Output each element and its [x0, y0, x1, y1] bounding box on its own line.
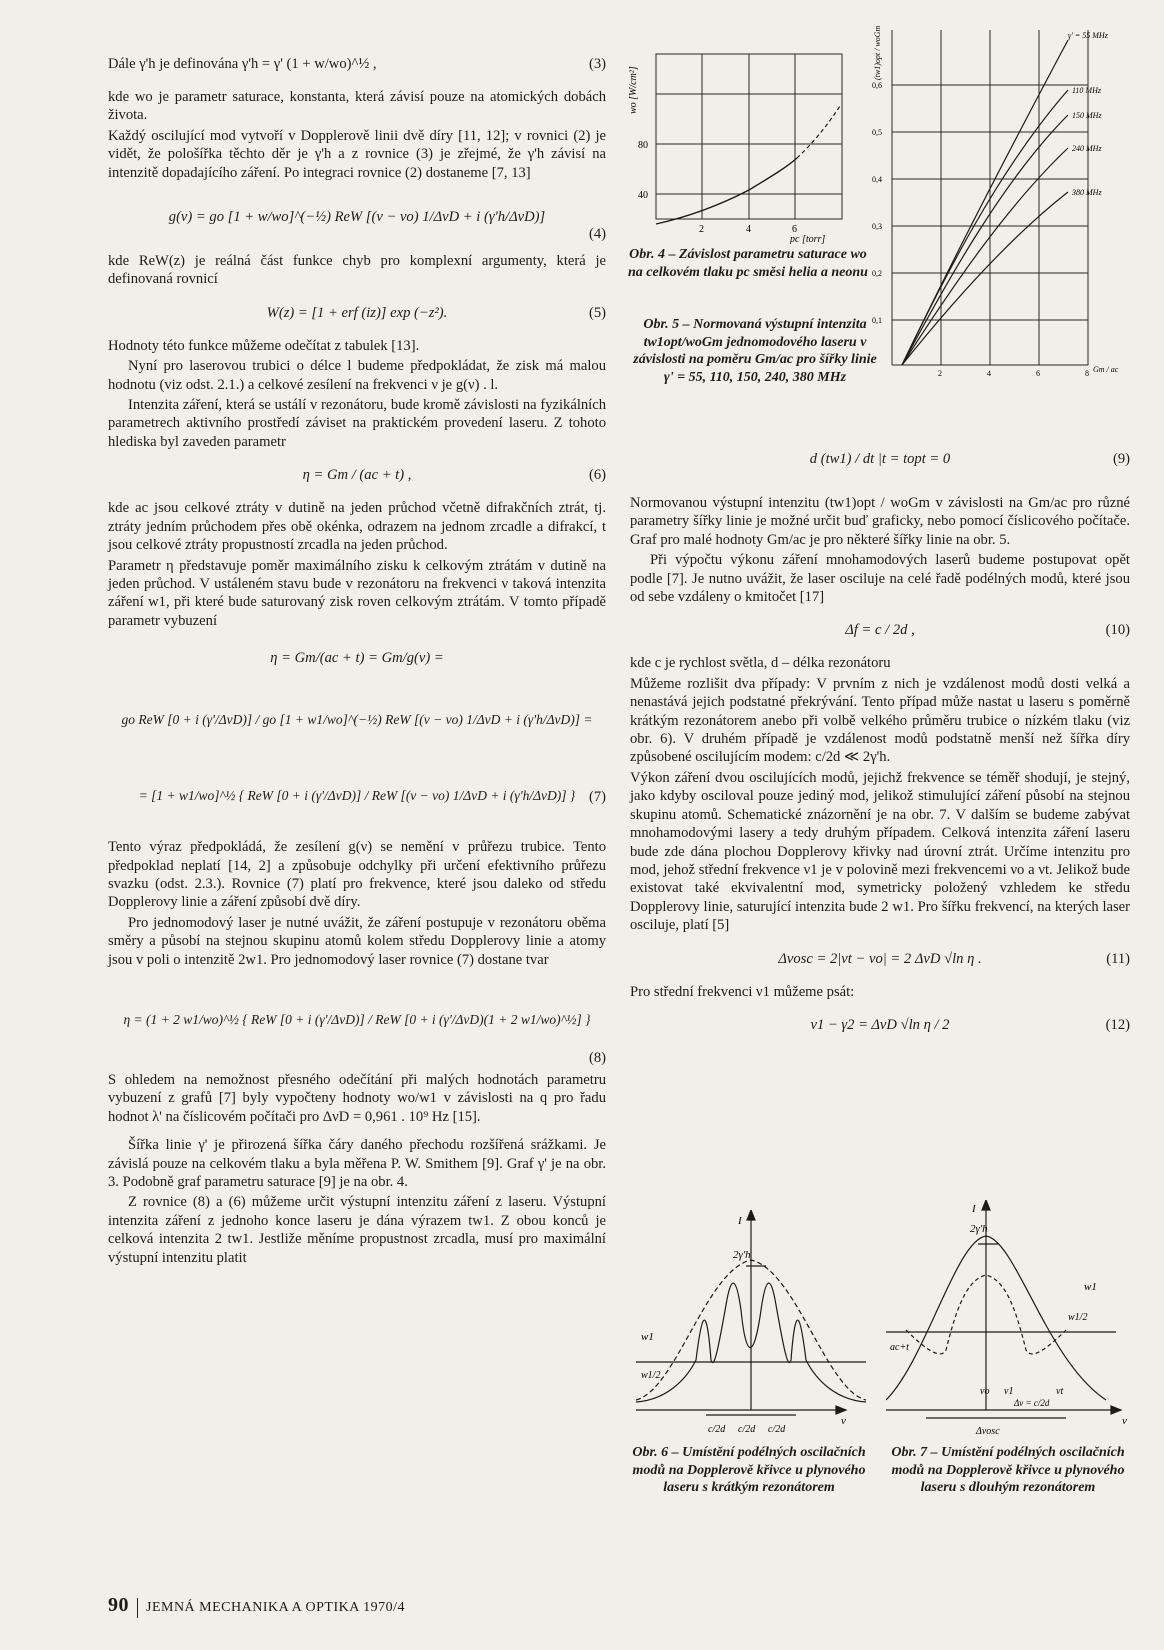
paragraph: Z rovnice (8) a (6) můžeme určit výstupní intenzitu záření z laseru. Výstupní intenzita záření z jednoho konce laseru je dána výrazem tw1. Z obou konců je celková intenzita 2 tw1. Jestliže měníme propustnost zrcadla, musí pro maximální výstupní intenzitu platit [108, 1194, 606, 1266]
paragraph: Výkon záření dvou oscilujících modů, jejichž frekvence se téměř shodují, je stejný, jako kdyby osciloval pouze jediný mod, jelikož stimulující záření působí na stejnou skupinu atomů. Schematické znázornění je na obr. 7. V dalším se budeme zabývat mnohamodovými lasery a tedy druhým případem. Celková intenzita záření laseru bude zde dána plochou Dopplerovy křivky nad úrovní ztrát. Určíme intenzitu pro mod, jehož střední frekvence ν1 je v polovině mezi frekvencemi νo a νt. Jelikož bude existovat také ekvivalentní mod, symetricky položený vzhledem ke středu Dopplerovy linie, saturující intenzita bude 2 w1. Pro šířku frekvencí, na kterých laser osciluje, platí [5] [630, 769, 1130, 934]
eq6-text: η = Gm / (ac + t) , [302, 467, 412, 484]
fig7-label: ac+t [890, 1342, 909, 1353]
paragraph: Můžeme rozlišit dva případy: V prvním z nich je vzdálenost modů dosti velká a nenastává jejich podstatné překrývání. Tento případ může nastat u laseru s poměrně krátkým rezonátorem anebo při volbě velkého průměru trubice o nízkém tlaku (viz obr. 6). V druhém případě je vzdálenost modů podstatně menší než šířka díry způsobené oscilujícím modem: c/2d ≪ 2γ'h. [630, 675, 1130, 766]
fig5-y-tick: 0,2 [872, 269, 882, 278]
paragraph: Tento výraz předpokládá, že zesílení g(ν) se nemění v průřezu trubice. Tento předpoklad neplatí [14, 2] a způsobuje odchylky při určení efektivního průřezu svazku (odst. 2.3.). Rovnice (7) platí pro frekvence, které jsou daleko od středu Dopplerovy linie a záření způsobí dvě díry. [108, 839, 606, 911]
journal-name: JEMNÁ MECHANIKA A OPTIKA 1970/4 [146, 1600, 405, 1615]
eq12-text: ν1 − γ2 = ΔνD √ln η / 2 [810, 1016, 950, 1033]
eq8-text: η = (1 + 2 w1/wo)^½ { ReW [0 + i (γ'/ΔνD)] / ReW [0 + i (γ'/ΔνD)(1 + 2 w1/wo)^½] } [123, 1011, 591, 1027]
paragraph: Šířka linie γ' je přirozená šířka čáry daného přechodu rozšířená srážkami. Je závislá pouze na celkovém tlaku a byla měřena P. W. Smithem [9]. Graf γ' je na obr. 3. Podobně graf parametru saturace [9] je na obr. 4. [108, 1137, 606, 1190]
page-number: 90 [108, 1594, 129, 1616]
figure-6-caption: Obr. 6 – Umístění podélných oscilačních modů na Dopplerově křivce u plynového laseru s krátkým rezonátorem [632, 1445, 866, 1495]
fig5-x-label: Gm / ac [1093, 365, 1119, 374]
paragraph: S ohledem na nemožnost přesného odečítání při malých hodnotách parametru vybuzení z grafů [7] byly vypočteny hodnoty wo/w1 v závislosti na q pro řadu hodnot λ' na číslicovém počítači pro ΔνD = 0,961 . 10⁹ Hz [15]. [108, 1071, 606, 1125]
fig5-grid [892, 30, 1088, 365]
equation-5 [108, 295, 606, 331]
fig5-curve-label: 240 MHz [1072, 144, 1102, 153]
paragraph: Při výpočtu výkonu záření mnohamodových laserů budeme postupovat opět podle [7]. Je nutno uvážit, že laser osciluje na celé řadě podélných modů, které jsou od sebe vzdáleny o kmitočet [17] [630, 552, 1130, 606]
figure-5-plot [868, 20, 1138, 380]
equation-10 [630, 612, 1130, 648]
fig5-x-tick: 4 [987, 369, 991, 378]
equation-11 [630, 941, 1130, 977]
figure-7-plot [886, 1200, 1136, 1440]
fig4-grid [656, 54, 842, 219]
fig7-label: νo [980, 1386, 990, 1397]
fig7-arrow-up [982, 1200, 990, 1210]
left-column [108, 40, 606, 1269]
fig5-y-tick: 0,5 [872, 128, 882, 137]
fig4-curve-dashed [797, 106, 840, 158]
fig6-label: w1 [641, 1331, 654, 1343]
fig5-y-tick: 0,4 [872, 175, 882, 184]
fig6-arrow-up [747, 1210, 755, 1220]
equation-12 [630, 1007, 1130, 1043]
fig7-label: w1/2 [1068, 1312, 1088, 1323]
fig7-label: Δν = c/2d [1014, 1398, 1050, 1408]
paragraph: kde ac jsou celkové ztráty v dutině na jeden průchod včetně difrakčních ztrát, tj. ztráty jedním průchodem přes obě okénka, odrazem na jednom zrcadle a difrakcí, t jsou celkové ztráty propustností zrcadla na jeden průchod. [108, 500, 606, 554]
fig7-arrow-right [1111, 1406, 1121, 1414]
paragraph: Hodnoty této funkce můžeme odečítat z tabulek [13]. [108, 337, 420, 354]
fig5-x-tick: 6 [1036, 369, 1040, 378]
eq9-text: d (tw1) / dt |t = topt = 0 [809, 451, 951, 467]
paragraph: Parametr η představuje poměr maximálního zisku k celkovým ztrátám v dutině na jeden průchod. V ustáleném stavu bude v rezonátoru na frekvenci ν taková intenzita záření w1, při které bude saturovaný zisk roven celkovým ztrátám. V tomto případě parametr vybuzení [108, 557, 606, 629]
fig5-curve-240 [902, 148, 1068, 365]
right-column [630, 424, 1130, 1049]
fig7-label: w1 [1084, 1281, 1097, 1293]
fig6-label: I [738, 1215, 742, 1227]
eq4-text: g(ν) = go [1 + w/wo]^(−½) ReW [(ν − νo) 1/ΔνD + i (γ'h/ΔνD)] [168, 209, 546, 226]
eq7-line-c: = [1 + w1/wo]^½ { ReW [0 + i (γ'/ΔνD)] / ReW [(ν − νo) 1/ΔνD + i (γ'h/ΔνD)] } [138, 788, 576, 804]
eq-number-9: (9) [1112, 451, 1130, 467]
paragraph: Normovanou výstupní intenzitu (tw1)opt / woGm v závislosti na Gm/ac pro různé parametry šířky linie je možné určit buď graficky, nebo pomocí číslicového počítače. Graf pro malé hodnoty Gm/ac je pro některé šířky linie na obr. 5. [630, 495, 1130, 548]
eq10-text: Δf = c / 2d , [845, 622, 915, 639]
equation-6 [108, 457, 606, 493]
paragraph: Pro jednomodový laser je nutné uvážit, že záření postupuje v rezonátoru oběma směry a působí na stejnou skupinu atomů kolem středu Dopplerovy linie a atomy jsou v poli o intenzitě 2w1. Pro jednomodový laser rovnice (7) dostane tvar [108, 914, 606, 968]
fig4-y-tick: 40 [638, 190, 648, 201]
eq-number-8: (8) [588, 1049, 606, 1066]
fig7-label: Δνosc [976, 1426, 1000, 1437]
fig4-x-tick: 6 [792, 224, 797, 235]
fig6-label: 2γ'h [733, 1249, 751, 1261]
eq11-text: Δνosc = 2|νt − νo| = 2 ΔνD √ln η . [778, 950, 982, 967]
equation-3 [108, 46, 606, 82]
paragraph: kde ReW(z) je reálná část funkce chyb pro komplexní argumenty, která je definovaná rovnicí [108, 253, 606, 288]
eq-number-6: (6) [588, 467, 606, 484]
eq5-text: W(z) = [1 + erf (iz)] exp (−z²). [266, 304, 448, 321]
eq3-intro: Dále γ'h je definována γ'h = γ' (1 + w/wo)^½ , [108, 56, 377, 72]
figure-6-plot [636, 1210, 876, 1440]
fig6-label: c/2d [708, 1424, 726, 1435]
eq-number-7: (7) [588, 788, 606, 805]
fig5-y-tick: 0,6 [872, 81, 882, 90]
figure-7-caption: Obr. 7 – Umístění podélných oscilačních modů na Dopplerově křivce u plynového laseru s dlouhým rezonátorem [891, 1445, 1125, 1495]
fig4-y-tick: 80 [638, 140, 648, 151]
fig6-arrow-right [836, 1406, 846, 1414]
eq-number-5: (5) [588, 304, 606, 321]
fig4-x-tick: 4 [746, 224, 751, 235]
fig5-y-label: (tw1)opt / woGm [873, 25, 882, 80]
equation-8 [108, 975, 606, 1065]
eq-number-11: (11) [1106, 950, 1130, 967]
fig4-x-label: pc [torr] [790, 234, 826, 244]
eq-number-4: (4) [588, 226, 606, 243]
fig5-x-tick: 8 [1085, 369, 1089, 378]
fig4-curve-solid [656, 158, 797, 224]
eq-number-12: (12) [1105, 1016, 1130, 1033]
fig4-y-label: wo [W/cm²] [628, 66, 639, 114]
fig4-x-tick: 2 [699, 224, 704, 235]
fig6-label: c/2d [768, 1424, 786, 1435]
fig7-label: ν1 [1004, 1386, 1014, 1397]
figure-4-plot [622, 44, 862, 244]
eq7-line-b: go ReW [0 + i (γ'/ΔνD)] / go [1 + w1/wo]^(−½) ReW [(ν − νo) 1/ΔνD + i (γ'h/ΔνD)] = [121, 712, 593, 728]
paragraph: Pro střední frekvenci ν1 můžeme psát: [630, 983, 855, 1000]
fig7-label: νt [1056, 1386, 1064, 1397]
paragraph: Intenzita záření, která se ustálí v rezonátoru, bude kromě závislosti na fyzikálních parametrech aktivního prostředí záviset na praktickém provedení laseru. Z tohoto hlediska byl zaveden parametr [108, 397, 606, 450]
eq-number-10: (10) [1105, 622, 1130, 639]
paragraph: kde c je rychlost světla, d – délka rezonátoru [630, 655, 891, 672]
equation-9 [630, 430, 1130, 488]
fig5-curve-label: 150 MHz [1072, 111, 1102, 120]
fig5-curve-label: 110 MHz [1072, 86, 1101, 95]
paragraph: Nyní pro laserovou trubici o délce l budeme předpokládat, že zisk má malou hodnotu (viz odst. 2.1.) a celkové zesílení na frekvenci ν je g(ν) . l. [108, 358, 606, 393]
fig5-curves [902, 40, 1068, 365]
eq-number-3: (3) [588, 56, 606, 72]
eq7-line-a: η = Gm/(ac + t) = Gm/g(ν) = [270, 650, 444, 667]
fig5-y-tick: 0,1 [872, 316, 882, 325]
fig5-curve-label: γ' = 55 MHz [1068, 31, 1108, 40]
page-footer [108, 1594, 405, 1618]
fig5-curve-380 [902, 192, 1068, 365]
equation-4 [108, 188, 606, 246]
fig5-x-tick: 2 [938, 369, 942, 378]
figure-5-caption: Obr. 5 – Normovaná výstupní intenzita tw1opt/woGm jednomodového laseru v závislosti na poměru Gm/ac pro šířky linie γ' = 55, 110, 150, 240, 380 MHz [633, 317, 877, 385]
fig6-label: w1/2 [641, 1370, 661, 1381]
fig5-curve-110 [902, 90, 1068, 365]
fig6-label: c/2d [738, 1424, 756, 1435]
paragraph: Každý oscilující mod vytvoří v Dopplerově linii dvě díry [11, 12]; v rovnici (2) je vidět, že pološířka těchto děr je γ'h a z rovnice (3) je zřejmé, že γ'h závisí na intenzitě dopadajícího záření. Po integraci rovnice (2) dostaneme [7, 13] [108, 127, 606, 181]
fig6-drawing [636, 1210, 866, 1415]
equation-7 [108, 636, 606, 832]
fig5-curve-label: 380 MHz [1072, 188, 1102, 197]
figure-4-caption: Obr. 4 – Závislost parametru saturace wo na celkovém tlaku pc směsi helia a neonu [628, 247, 868, 280]
fig6-label: ν [841, 1415, 846, 1427]
paragraph: kde wo je parametr saturace, konstanta, která závisí pouze na atomických dobách života. [108, 89, 606, 124]
fig7-label: ν [1122, 1415, 1127, 1427]
fig5-curve-55 [902, 40, 1068, 365]
fig5-y-tick: 0,3 [872, 222, 882, 231]
fig7-label: 2γ'h [970, 1223, 988, 1235]
footer-divider [137, 1598, 138, 1618]
fig7-label: I [972, 1203, 976, 1215]
